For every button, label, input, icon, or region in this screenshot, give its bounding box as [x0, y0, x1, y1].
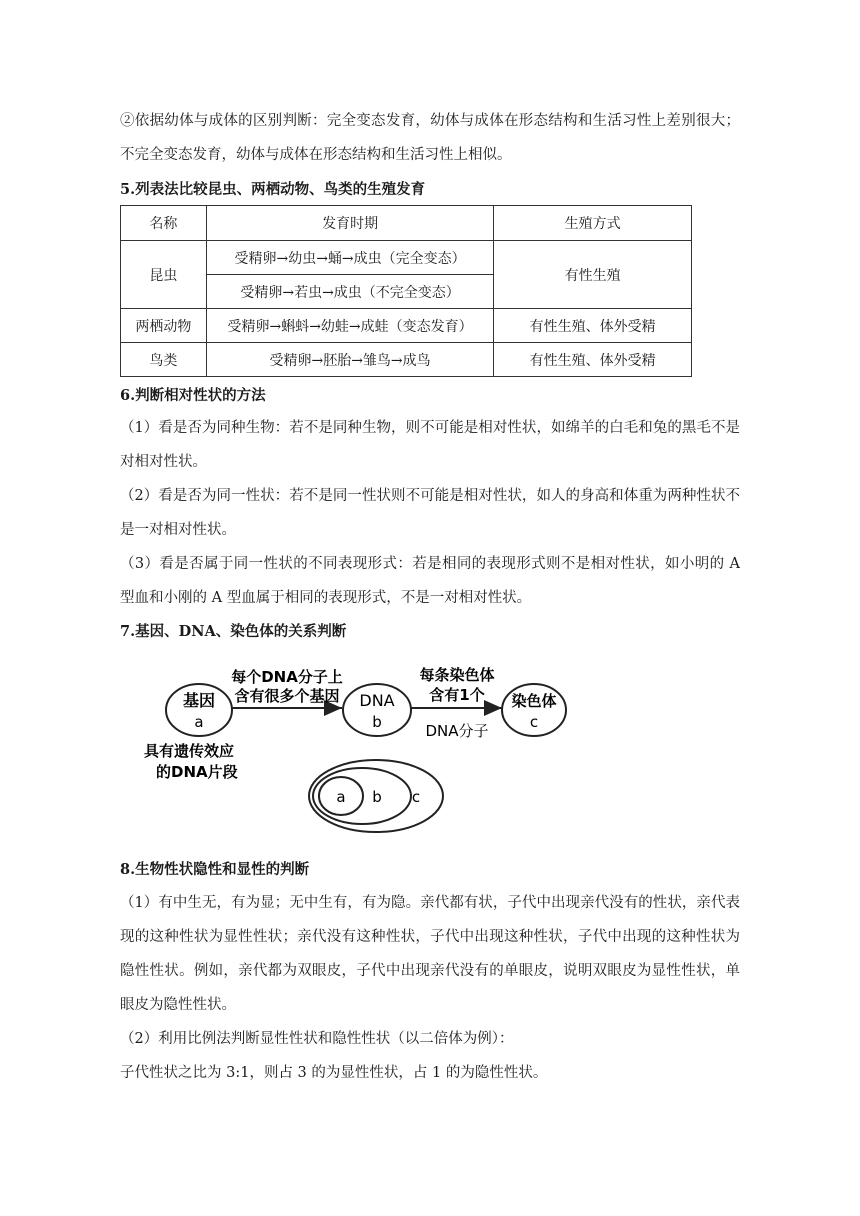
paragraph-8-1: （1）有中生无，有为显；无中生有，有为隐。亲代都有状，子代中出现亲代没有的性状，亲代表现的这种性状为显性性状；亲代没有这种性状，子代中出现这种性状，子代中出现的这种性状为隐性性状。例如，亲代都为双眼皮，子代中出现亲代没有的单眼皮，说明双眼皮为显性性状，单眼皮为隐性性状。 — [120, 895, 740, 1013]
paragraph-6-3: （3）看是否属于同一性状的不同表现形式：若是相同的表现形式则不是相对性状，如小明的 A 型血和小刚的 A 型血属于相同的表现形式，不是一对相对性状。 — [120, 556, 740, 606]
gene-note-line1: 具有遗传效应 — [144, 742, 235, 760]
paragraph-8-2: （2）利用比例法判断显性性状和隐性性状（以二倍体为例）： — [120, 1031, 514, 1047]
table-cell-amphibian-reproduction: 有性生殖、体外受精 — [494, 309, 692, 343]
paragraph-development-judgement: ②依据幼体与成体的区别判断：完全变态发育，幼体与成体在形态结构和生活习性上差别很大；不完全变态发育，幼体与成体在形态结构和生活习性上相似。 — [120, 113, 740, 163]
nested-label-b: b — [372, 788, 382, 806]
gene-dna-chromosome-diagram — [142, 660, 592, 840]
gene-note-line2: 的DNA片段 — [156, 763, 238, 781]
arrow2-text-line2: 含有1个 — [429, 686, 485, 704]
heading-section-7: 7.基因、DNA、染色体的关系判断 — [120, 623, 347, 640]
table-header-stage: 发育时期 — [206, 206, 493, 241]
development-comparison-table — [120, 205, 692, 377]
table-cell-bird-name: 鸟类 — [121, 343, 207, 377]
arrow2-text-line1: 每条染色体 — [419, 666, 495, 684]
arrow1-text-line2: 含有很多个基因 — [234, 687, 340, 705]
table-header-reproduction: 生殖方式 — [494, 206, 692, 241]
nested-label-c: c — [411, 788, 421, 806]
table-cell-insect-stage-complete: 受精卵→幼虫→蛹→成虫（完全变态） — [206, 241, 493, 275]
nested-label-a: a — [336, 788, 346, 806]
table-cell-bird-reproduction: 有性生殖、体外受精 — [494, 343, 692, 377]
table-cell-insect-name: 昆虫 — [121, 241, 207, 309]
gene-letter: a — [194, 713, 204, 731]
paragraph-8-3: 子代性状之比为 3:1，则占 3 的为显性性状，占 1 的为隐性性状。 — [120, 1065, 548, 1081]
chromosome-label: 染色体 — [511, 692, 557, 710]
heading-section-6: 6.判断相对性状的方法 — [120, 387, 266, 404]
arrow1-text-line1: 每个DNA分子上 — [231, 668, 343, 686]
gene-label: 基因 — [182, 691, 216, 710]
table-cell-bird-stage: 受精卵→胚胎→雏鸟→成鸟 — [206, 343, 493, 377]
chromosome-letter: c — [529, 713, 539, 731]
paragraph-6-1: （1）看是否为同种生物：若不是同种生物，则不可能是相对性状，如绵羊的白毛和兔的黑毛不是对相对性状。 — [120, 420, 740, 470]
paragraph-6-2: （2）看是否为同一性状：若不是同一性状则不可能是相对性状，如人的身高和体重为两种性状不是一对相对性状。 — [120, 488, 740, 538]
table-cell-amphibian-stage: 受精卵→蝌蚪→幼蛙→成蛙（变态发育） — [206, 309, 493, 343]
table-cell-insect-reproduction: 有性生殖 — [494, 241, 692, 309]
heading-section-5: 5.列表法比较昆虫、两栖动物、鸟类的生殖发育 — [120, 181, 426, 198]
arrow2-text-below: DNA分子 — [425, 722, 489, 740]
dna-label: DNA — [359, 691, 395, 710]
table-header-name: 名称 — [121, 206, 207, 241]
heading-section-8: 8.生物性状隐性和显性的判断 — [120, 861, 310, 878]
table-cell-amphibian-name: 两栖动物 — [121, 309, 207, 343]
dna-letter: b — [372, 713, 382, 731]
table-cell-insect-stage-incomplete: 受精卵→若虫→成虫（不完全变态） — [206, 275, 493, 309]
